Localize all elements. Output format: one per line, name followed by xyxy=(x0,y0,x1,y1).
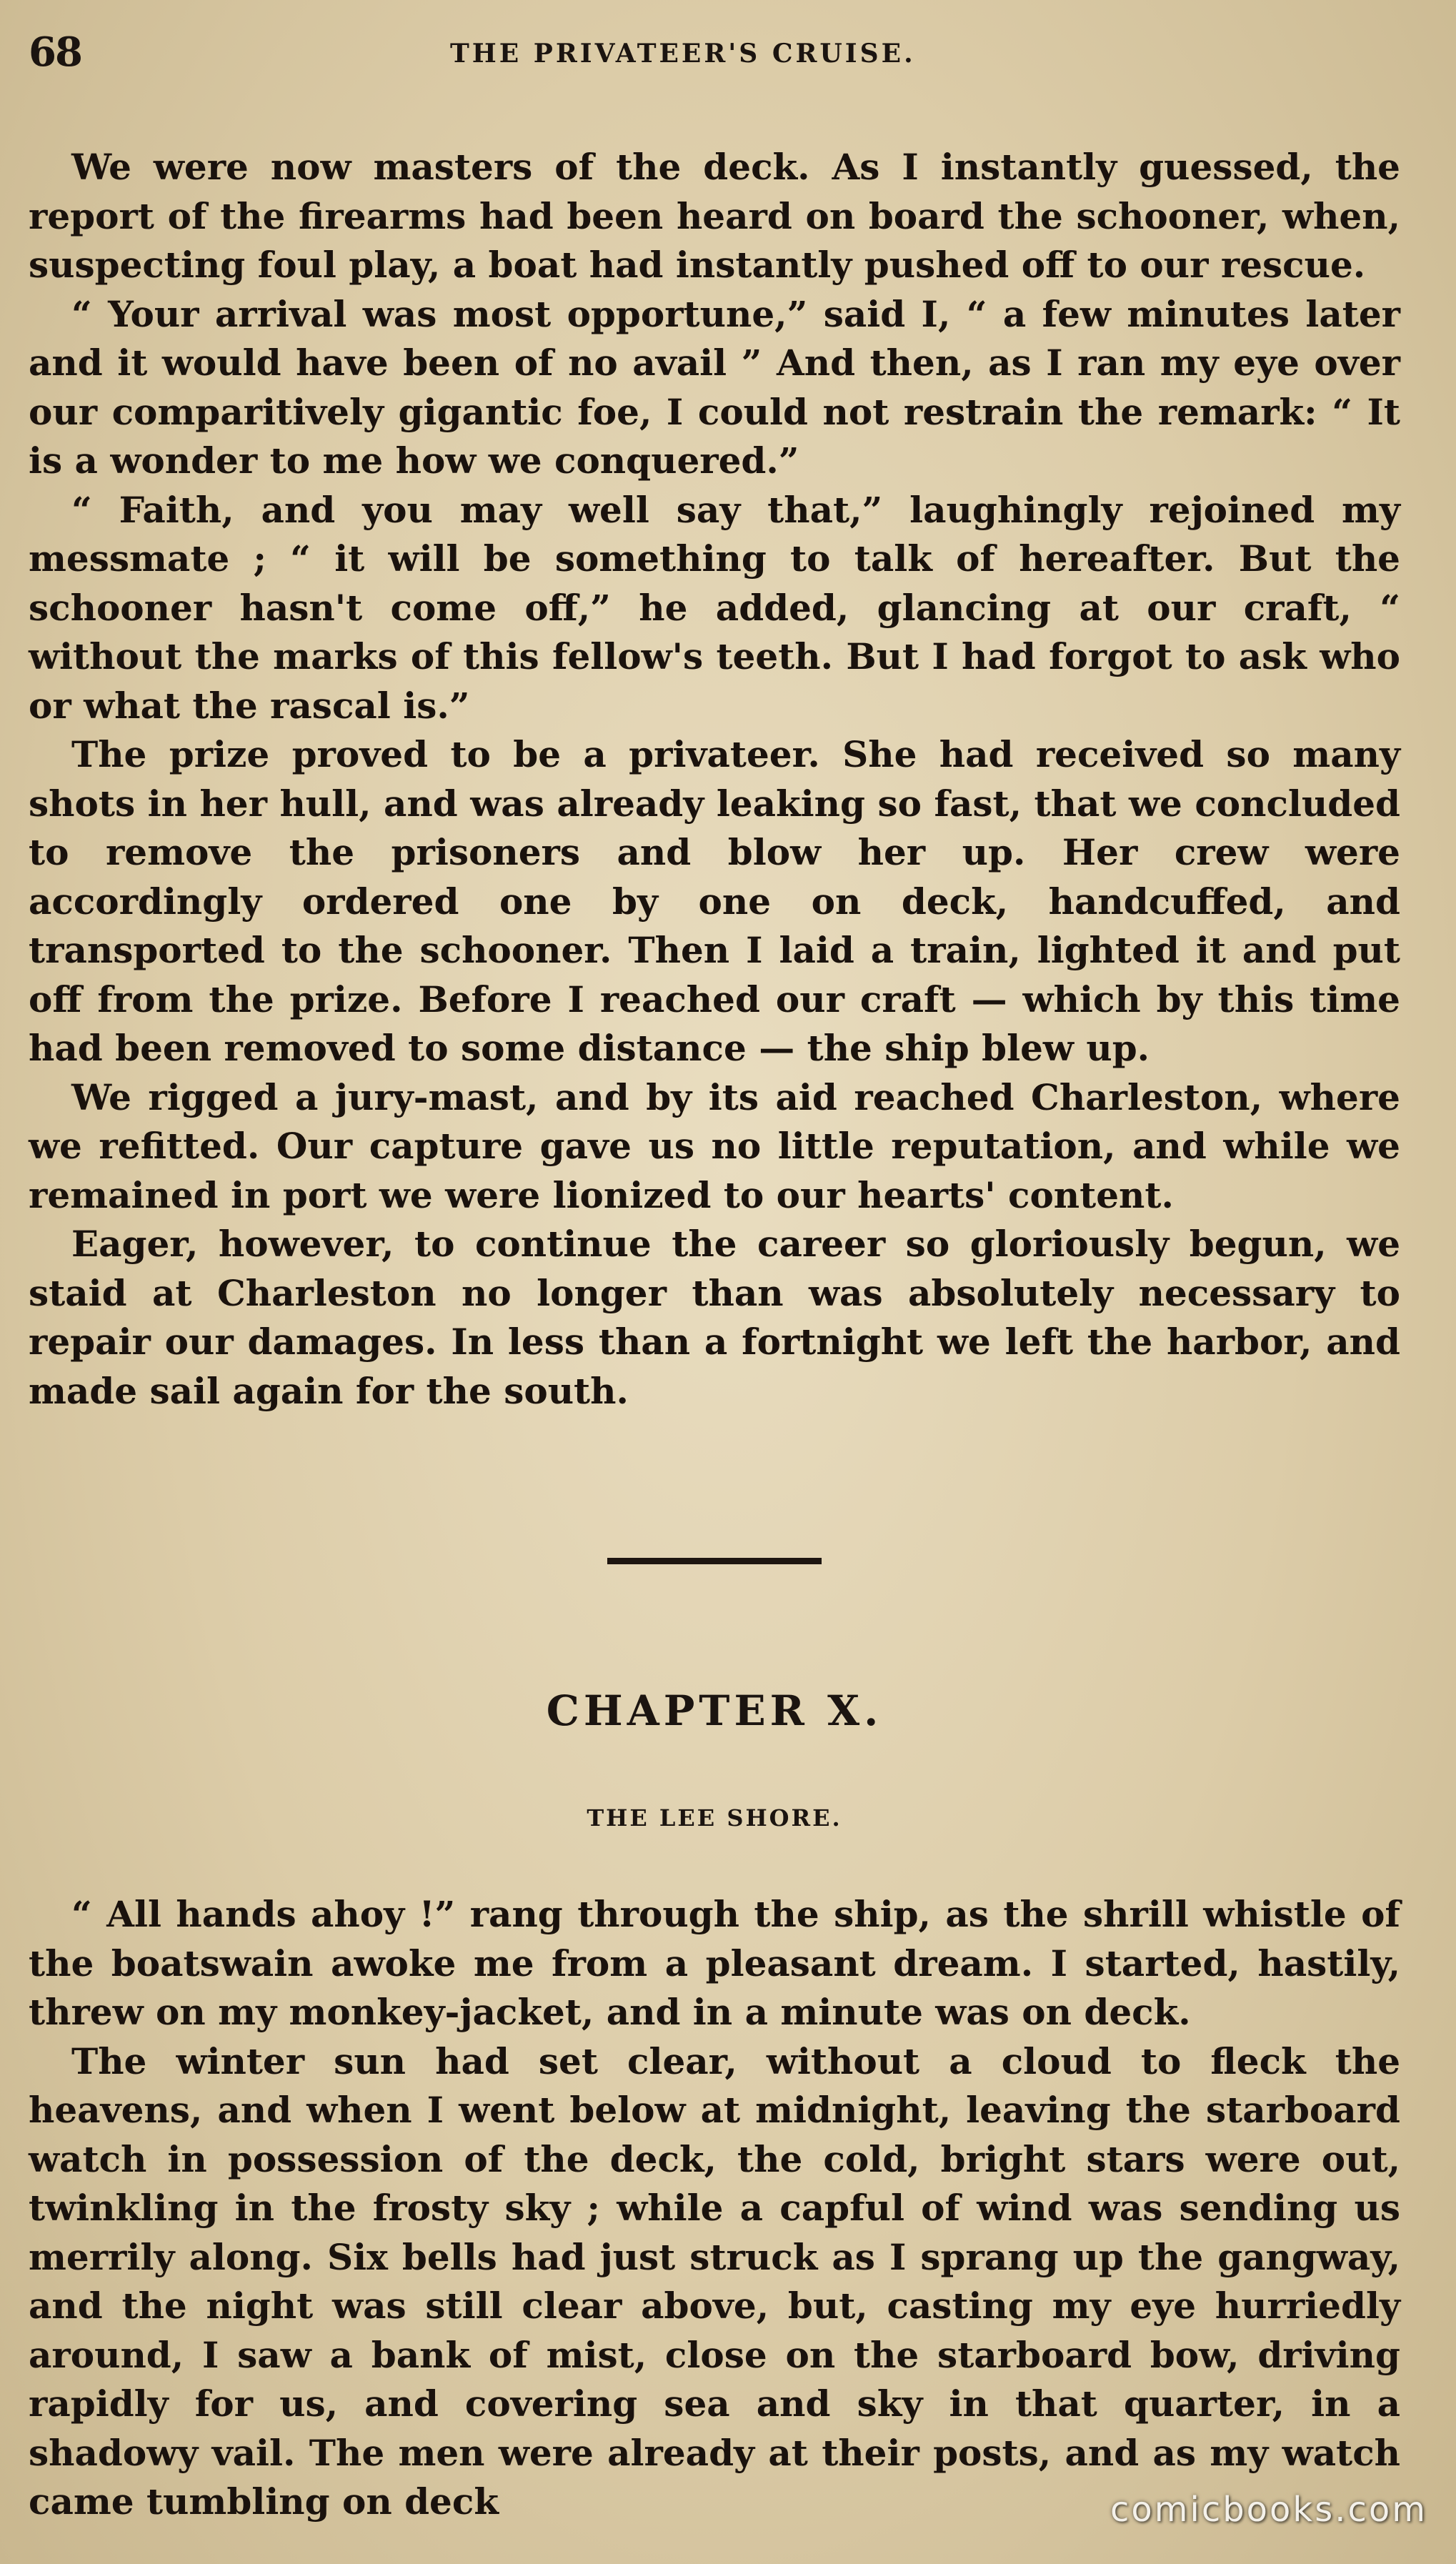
running-head: THE PRIVATEER'S CRUISE. xyxy=(450,39,916,69)
paragraph: “ Faith, and you may well say that,” laughingly rejoined my messmate ; “ it will be something to talk of hereafter. But the schooner hasn't come off,” he added, glancing at our craft, “ without the marks of this fellow's teeth. But I had forgot to ask who or what the rascal is.” xyxy=(29,488,1400,727)
watermark: comicbooks.com xyxy=(1110,2490,1427,2530)
chapter-title: CHAPTER X. xyxy=(546,1686,883,1735)
chapter-subtitle: THE LEE SHORE. xyxy=(587,1804,842,1832)
section-divider xyxy=(607,1558,822,1564)
paragraph: “ Your arrival was most opportune,” said I, “ a few minutes later and it would have been of no avail ” And then, as I ran my eye over our comparitively gigantic foe, I could not restrain the remark: “ It is a wonder to me how we conquered.” xyxy=(29,292,1400,482)
body-text-before-chapter xyxy=(29,143,1400,1416)
page-number: 68 xyxy=(29,29,81,76)
paragraph: The winter sun had set clear, without a cloud to fleck the heavens, and when I went below at midnight, leaving the starboard watch in possession of the deck, the cold, bright stars were out, twinkling in the frosty sky ; while a capful of wind was sending us merrily along. Six bells had just struck as I sprang up the gangway, and the night was still clear above, but, casting my eye hurriedly around, I saw a bank of mist, close on the starboard bow, driving rapidly for us, and covering sea and sky in that quarter, in a shadowy vail. The men were already at their posts, and as my watch came tumbling on deck xyxy=(29,2039,1400,2523)
paragraph: We were now masters of the deck. As I instantly guessed, the report of the firearms had been heard on board the schooner, when, suspecting foul play, a boat had instantly pushed off to our rescue. xyxy=(29,146,1400,286)
paragraph: Eager, however, to continue the career so gloriously begun, we staid at Charleston no longer than was absolutely necessary to repair our damages. In less than a fortnight we left the harbor, and made sail again for the south. xyxy=(29,1223,1400,1412)
book-page xyxy=(29,21,1411,2551)
page-header xyxy=(29,29,1411,86)
paragraph: We rigged a jury-mast, and by its aid reached Charleston, where we refitted. Our capture gave us no little reputation, and while we remained in port we were lionized to our hearts' content. xyxy=(29,1075,1400,1216)
body-text-chapter xyxy=(29,1890,1400,2527)
paragraph: “ All hands ahoy !” rang through the ship, as the shrill whistle of the boatswain awoke me from a pleasant dream. I started, hastily, threw on my monkey-jacket, and in a minute was on deck. xyxy=(29,1893,1400,2033)
paragraph: The prize proved to be a privateer. She had received so many shots in her hull, and was already leaking so fast, that we concluded to remove the prisoners and blow her up. Her crew were accordingly ordered one by one on deck, handcuffed, and transported to the schooner. Then I laid a train, lighted it and put off from the prize. Before I reached our craft — which by this time had been removed to some distance — the ship blew up. xyxy=(29,733,1400,1069)
